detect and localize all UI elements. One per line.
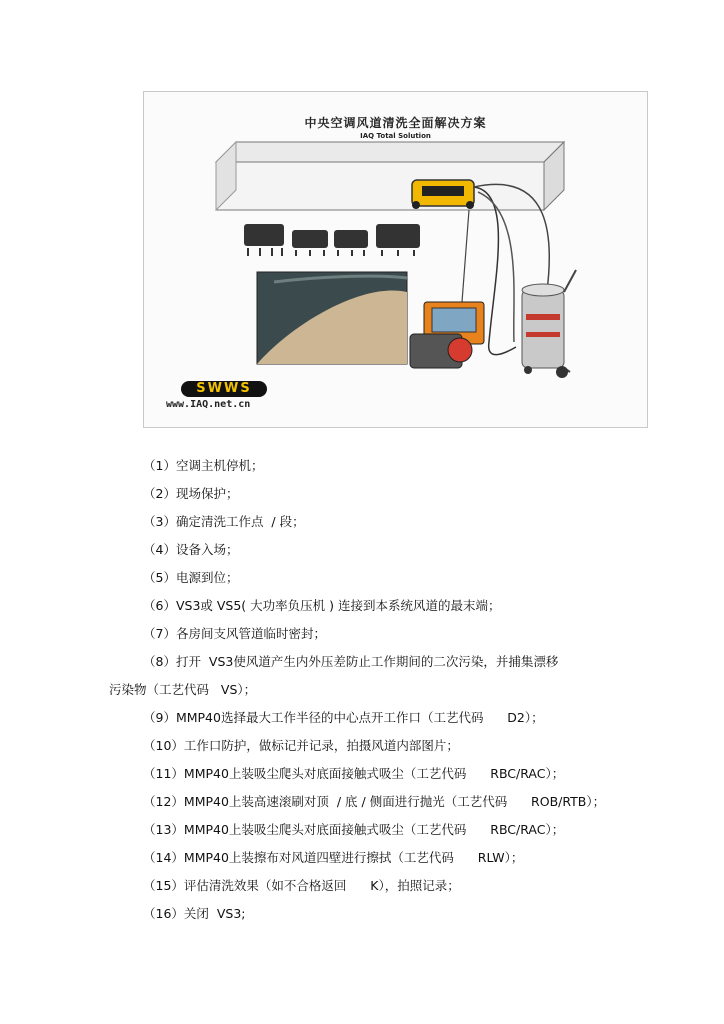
step-line: （14）MMP40上装擦布对风道四壁进行擦拭（工艺代码 RLW）； [143,850,524,865]
vacuum-unit [522,290,564,368]
step-line: （9）MMP40选择最大工作半径的中心点开工作口（工艺代码 D2）； [143,710,544,725]
duct-cleaning-diagram [144,92,648,428]
step-line: （10）工作口防护，做标记并记录，拍摄风道内部图片； [143,738,459,753]
robot-panel [422,186,464,196]
tool-heads [244,224,420,248]
step-line: （1）空调主机停机； [143,458,264,473]
step-line: （5）电源到位； [143,570,239,585]
figure-title: 中央空调风道清洗全面解决方案 [304,116,487,130]
solution-illustration [143,91,648,428]
step-line: （7）各房间支风管道临时密封； [143,626,326,641]
duct-front [216,162,544,210]
step-line: （6）VS3或 VS5( 大功率负压机 ) 连接到本系统风道的最末端； [143,598,501,613]
swws-logo: SWWS [181,381,267,397]
step-line: （8）打开 VS3使风道产生内外压差防止工作期间的二次污染，并捕集漂移 [143,654,559,669]
website-text: www.IAQ.net.cn [166,399,251,410]
step-line: （13）MMP40上装吸尘爬头对底面接触式吸尘（工艺代码 RBC/RAC）； [143,822,565,837]
figure-subtitle: IAQ Total Solution [360,132,431,140]
step-line: （16）关闭 VS3; [143,906,246,921]
step-line: （12）MMP40上装高速滚刷对顶 / 底 / 侧面进行抛光（工艺代码 ROB/RTB）； [143,794,606,809]
step-line: （2）现场保护； [143,486,239,501]
step-line: （3）确定清洗工作点 / 段； [143,514,305,529]
step-line-continuation: 污染物（工艺代码 VS）； [109,682,257,697]
duct-top [216,142,564,162]
step-line: （4）设备入场； [143,542,239,557]
step-line: （11）MMP40上装吸尘爬头对底面接触式吸尘（工艺代码 RBC/RAC）； [143,766,565,781]
step-line: （15）评估清洗效果（如不合格返回 K），拍照记录； [143,878,460,893]
